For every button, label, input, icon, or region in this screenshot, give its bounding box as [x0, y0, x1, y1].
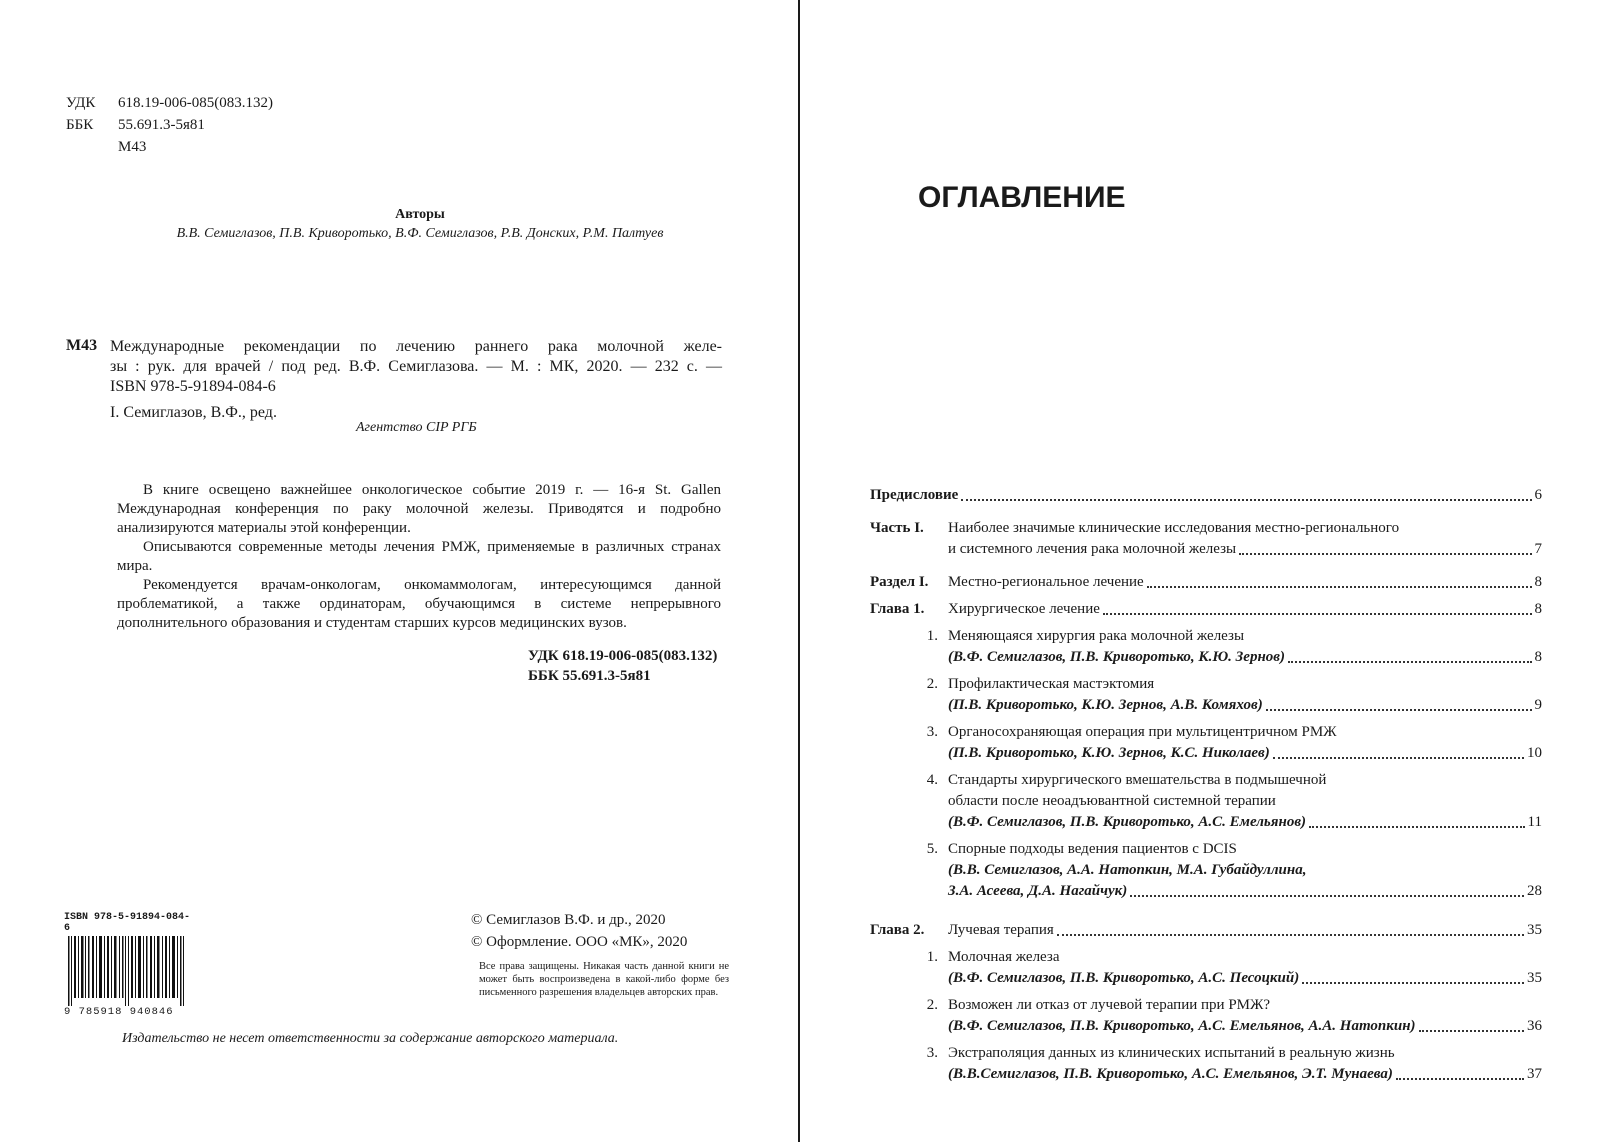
- toc-item-1-4[interactable]: [870, 770, 1542, 833]
- leader-dots: [1103, 613, 1532, 615]
- part-title-line-1: Наиболее значимые клинические исследования местно-регионального: [948, 520, 1400, 536]
- page-number: 11: [1527, 814, 1542, 830]
- item-title-line-2: области после неоадъювантной системной терапии: [948, 793, 1276, 809]
- item-authors: (В.Ф. Семиглазов, П.В. Криворотько, А.С. Емельянов, А.А. Натопкин): [948, 1018, 1416, 1034]
- toc-part-1[interactable]: [870, 518, 1542, 560]
- annotation-paragraph-1: В книге освещено важнейшее онкологическое событие 2019 г. — 16-я St. Gallen Международная конференция по раку молочной железы. Приводятся и подробно анализируются материалы этой конференции.: [117, 482, 721, 536]
- page-number: 28: [1527, 883, 1542, 899]
- publisher-disclaimer: Издательство не несет ответственности за содержание авторского материала.: [122, 1031, 619, 1046]
- copyright-1: © Семиглазов В.Ф. и др., 2020: [471, 912, 666, 928]
- part-title-line-2: и системного лечения рака молочной железы: [948, 541, 1237, 557]
- agency-cip: Агентство CIP РГБ: [356, 420, 477, 435]
- chapter-label: Глава 2.: [870, 922, 925, 938]
- page-number: 8: [1534, 574, 1542, 590]
- toc-preface[interactable]: [870, 485, 1542, 506]
- item-number: 3.: [926, 724, 938, 740]
- udk-label: УДК: [66, 95, 96, 111]
- bbk-value: 55.691.3-5я81: [118, 117, 205, 133]
- leader-dots: [1147, 586, 1532, 588]
- item-title: Спорные подходы ведения пациентов с DCIS: [948, 841, 1237, 857]
- page-number: 36: [1527, 1018, 1542, 1034]
- item-number: 2.: [926, 676, 938, 692]
- bbk-bottom: ББК 55.691.3-5я81: [528, 668, 651, 684]
- section-label: Раздел I.: [870, 574, 929, 590]
- page-number: 8: [1534, 601, 1542, 617]
- barcode-icon: [64, 936, 192, 1006]
- item-authors: (В.В.Семиглазов, П.В. Криворотько, А.С. Емельянов, Э.Т. Мунаева): [948, 1066, 1393, 1082]
- catalog-entry: [110, 337, 722, 423]
- authors-heading: Авторы: [395, 207, 445, 222]
- item-number: 5.: [926, 841, 938, 857]
- page-number: 9: [1534, 697, 1542, 713]
- toc-item-2-3[interactable]: [870, 1043, 1542, 1085]
- toc-chapter-2[interactable]: [870, 920, 1542, 941]
- catalog-line-3: ISBN 978-5-91894-084-6: [110, 378, 276, 395]
- toc-item-1-2[interactable]: [870, 674, 1542, 716]
- bbk-line: [66, 114, 205, 136]
- item-title: Возможен ли отказ от лучевой терапии при РМЖ?: [948, 997, 1271, 1013]
- page-number: 6: [1534, 487, 1542, 503]
- item-authors-line-2: З.А. Асеева, Д.А. Нагайчук): [948, 883, 1128, 899]
- bbk-label: ББК: [66, 117, 94, 133]
- item-authors: (П.В. Криворотько, К.Ю. Зернов, К.С. Николаев): [948, 745, 1270, 761]
- toc-section-1[interactable]: [870, 572, 1542, 593]
- udk-bottom: УДК 618.19-006-085(083.132): [528, 648, 718, 664]
- item-title: Экстраполяция данных из клинических испытаний в реальную жизнь: [948, 1045, 1395, 1061]
- item-title: Профилактическая мастэктомия: [948, 676, 1155, 692]
- leader-dots: [1396, 1078, 1524, 1080]
- item-authors-line-1: (В.В. Семиглазов, А.А. Натопкин, М.А. Губайдуллина,: [948, 862, 1307, 878]
- authors-list: В.В. Семиглазов, П.В. Криворотько, В.Ф. Семиглазов, Р.В. Донских, Р.М. Палтуев: [176, 226, 664, 241]
- author-sign: М43: [118, 139, 147, 155]
- leader-dots: [1288, 661, 1532, 663]
- leader-dots: [1239, 553, 1531, 555]
- item-title: Молочная железа: [948, 949, 1060, 965]
- page-number: 10: [1527, 745, 1542, 761]
- toc-item-1-3[interactable]: [870, 722, 1542, 764]
- annotation-paragraph-3: Рекомендуется врачам-онкологам, онкомаммологам, интересующимся данной проблематикой, а также ординаторам, обучающимся в системе непрерывного дополнительного образования и студентам старших курсов медицинских вузов.: [117, 577, 721, 631]
- toc-item-2-2[interactable]: [870, 995, 1542, 1037]
- udk-line: [66, 92, 273, 114]
- item-number: 1.: [926, 949, 938, 965]
- item-title-line-1: Стандарты хирургического вмешательства в подмышечной: [948, 772, 1327, 788]
- catalog-line-2: зы : рук. для врачей / под ред. В.Ф. Семиглазова. — М. : МК, 2020. — 232 с. —: [110, 358, 722, 375]
- copyright-2: © Оформление. ООО «МК», 2020: [471, 934, 688, 950]
- barcode-isbn: ISBN 978-5-91894-084-6: [64, 912, 191, 934]
- page-number: 35: [1527, 970, 1542, 986]
- toc-title: ОГЛАВЛЕНИЕ: [918, 181, 1126, 214]
- leader-dots: [961, 499, 1531, 501]
- barcode-block: [64, 912, 192, 1018]
- annotation: [117, 481, 721, 633]
- item-number: 4.: [926, 772, 938, 788]
- item-authors: (П.В. Криворотько, К.Ю. Зернов, А.В. Комяхов): [948, 697, 1263, 713]
- leader-dots: [1130, 895, 1524, 897]
- chapter-label: Глава 1.: [870, 601, 925, 617]
- leader-dots: [1302, 982, 1524, 984]
- toc-item-2-1[interactable]: [870, 947, 1542, 989]
- page-number: 35: [1527, 922, 1542, 938]
- table-of-contents: [870, 485, 1542, 1085]
- leader-dots: [1419, 1030, 1524, 1032]
- chapter-title: Лучевая терапия: [948, 922, 1054, 938]
- item-title: Органосохраняющая операция при мультицентричном РМЖ: [948, 724, 1337, 740]
- item-title: Меняющаяся хирургия рака молочной железы: [948, 628, 1245, 644]
- leader-dots: [1266, 709, 1532, 711]
- toc-item-1-5[interactable]: [870, 839, 1542, 902]
- chapter-title: Хирургическое лечение: [948, 601, 1100, 617]
- toc-item-1-1[interactable]: [870, 626, 1542, 668]
- leader-dots: [1273, 757, 1524, 759]
- item-authors: (В.Ф. Семиглазов, П.В. Криворотько, К.Ю. Зернов): [948, 649, 1285, 665]
- catalog-line-1: Международные рекомендации по лечению раннего рака молочной желе-: [110, 338, 722, 355]
- item-authors: (В.Ф. Семиглазов, П.В. Криворотько, А.С. Емельянов): [948, 814, 1307, 830]
- udk-value: 618.19-006-085(083.132): [118, 95, 273, 111]
- catalog-editor: I. Семиглазов, В.Ф., ред.: [110, 404, 277, 421]
- catalog-code: М43: [66, 337, 98, 354]
- toc-chapter-1[interactable]: [870, 599, 1542, 620]
- section-title: Местно-региональное лечение: [948, 574, 1144, 590]
- page-number: 37: [1527, 1066, 1542, 1082]
- rights-notice: Все права защищены. Никакая часть данной книги не может быть воспроизведена в какой-либо форме без письменного разрешения владельцев авторских прав.: [479, 961, 729, 998]
- leader-dots: [1309, 826, 1525, 828]
- page-number: 8: [1534, 649, 1542, 665]
- item-number: 2.: [926, 997, 938, 1013]
- item-number: 3.: [926, 1045, 938, 1061]
- part-label: Часть I.: [870, 520, 924, 536]
- leader-dots: [1057, 934, 1524, 936]
- item-number: 1.: [926, 628, 938, 644]
- annotation-paragraph-2: Описываются современные методы лечения РМЖ, применяемые в различных странах мира.: [117, 539, 721, 574]
- preface-label: Предисловие: [870, 487, 959, 503]
- barcode-digits: 9 785918 940846: [64, 1006, 174, 1018]
- page-number: 7: [1534, 541, 1542, 557]
- page-divider: [798, 0, 800, 1142]
- item-authors: (В.Ф. Семиглазов, П.В. Криворотько, А.С. Песоцкий): [948, 970, 1300, 986]
